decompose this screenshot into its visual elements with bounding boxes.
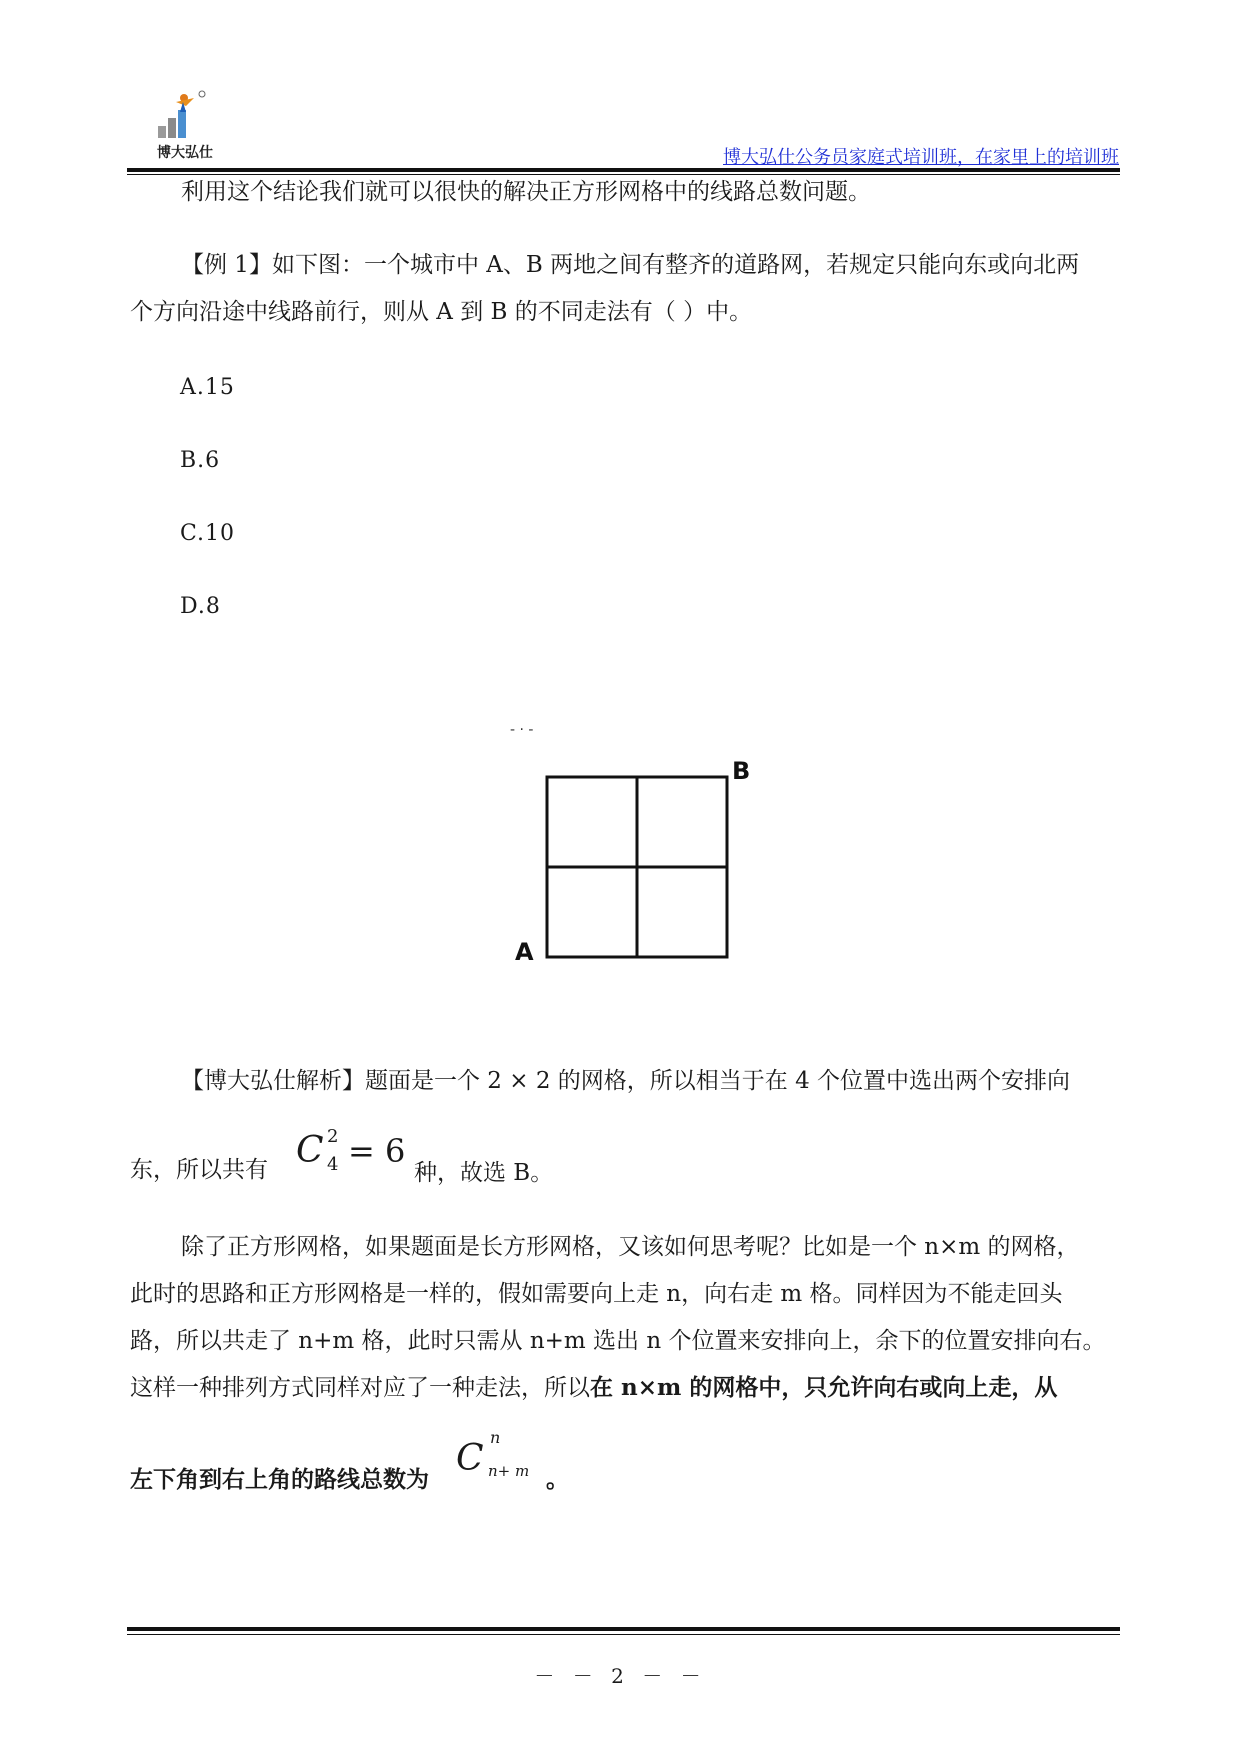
header-rule-thick bbox=[127, 168, 1120, 172]
example-line-1: 【例 1】如下图：一个城市中 A、B 两地之间有整齐的道路网，若规定只能向东或向北两 bbox=[181, 252, 1080, 278]
rect-line-3: 路，所以共走了 n+m 格，此时只需从 n+m 选出 n 个位置来安排向上，余下的位置安排向右。 bbox=[130, 1328, 1106, 1354]
grid-figure bbox=[510, 722, 751, 982]
rect-formula-sup: n bbox=[490, 1428, 501, 1447]
rect-line-4 bbox=[130, 1373, 1057, 1403]
example-line-2: 个方向沿途中线路前行，则从 A 到 B 的不同走法有（ ）中。 bbox=[130, 299, 753, 325]
analysis-line-2-post: 种，故选 B。 bbox=[414, 1160, 554, 1186]
logo-icon bbox=[150, 88, 220, 144]
label-b: B bbox=[732, 757, 751, 785]
formula-sup: 2 bbox=[327, 1126, 339, 1147]
rect-line-5: 左下角到右上角的路线总数为 bbox=[130, 1466, 429, 1493]
rect-line-4-bold: 在 n×m 的网格中，只允许向右或向上走，从 bbox=[590, 1374, 1058, 1401]
option-d: D.8 bbox=[180, 594, 221, 619]
header-link[interactable]: 博大弘仕公务员家庭式培训班，在家里上的培训班 bbox=[723, 147, 1119, 168]
rect-formula-sub: n+ m bbox=[488, 1462, 530, 1480]
option-a: A.15 bbox=[180, 375, 235, 400]
rect-formula bbox=[456, 1428, 546, 1490]
rect-line-5-end: 。 bbox=[546, 1466, 569, 1493]
rect-line-2: 此时的思路和正方形网格是一样的，假如需要向上走 n，向右走 m 格。同样因为不能走回头 bbox=[130, 1281, 1063, 1307]
rect-line-1: 除了正方形网格，如果题面是长方形网格，又该如何思考呢？比如是一个 n×m 的网格， bbox=[181, 1234, 1080, 1260]
intro-text: 利用这个结论我们就可以很快的解决正方形网格中的线路总数问题。 bbox=[181, 179, 871, 205]
rect-formula-c: C bbox=[456, 1438, 484, 1479]
option-b: B.6 bbox=[180, 448, 221, 473]
formula-c: C bbox=[296, 1130, 324, 1171]
analysis-line-1: 【博大弘仕解析】题面是一个 2 × 2 的网格，所以相当于在 4 个位置中选出两个安排向 bbox=[181, 1068, 1071, 1094]
footer-rule-thin bbox=[127, 1634, 1120, 1635]
rect-line-4-plain: 这样一种排列方式同样对应了一种走法，所以 bbox=[130, 1375, 590, 1401]
formula-rhs: = 6 bbox=[348, 1132, 406, 1170]
formula-sub: 4 bbox=[327, 1154, 339, 1175]
page-number: － － 2 － － bbox=[534, 1664, 707, 1688]
logo bbox=[150, 88, 230, 160]
option-c: C.10 bbox=[180, 521, 236, 546]
analysis-line-2-pre: 东，所以共有 bbox=[130, 1157, 268, 1183]
analysis-formula bbox=[296, 1128, 416, 1178]
logo-text: 博大弘仕 bbox=[157, 145, 213, 161]
grid-diagram bbox=[510, 722, 751, 982]
label-a: A bbox=[515, 938, 534, 966]
header-rule-thin bbox=[127, 174, 1120, 175]
figure-mark: - · - bbox=[510, 722, 534, 738]
footer-rule-thick bbox=[127, 1627, 1120, 1631]
